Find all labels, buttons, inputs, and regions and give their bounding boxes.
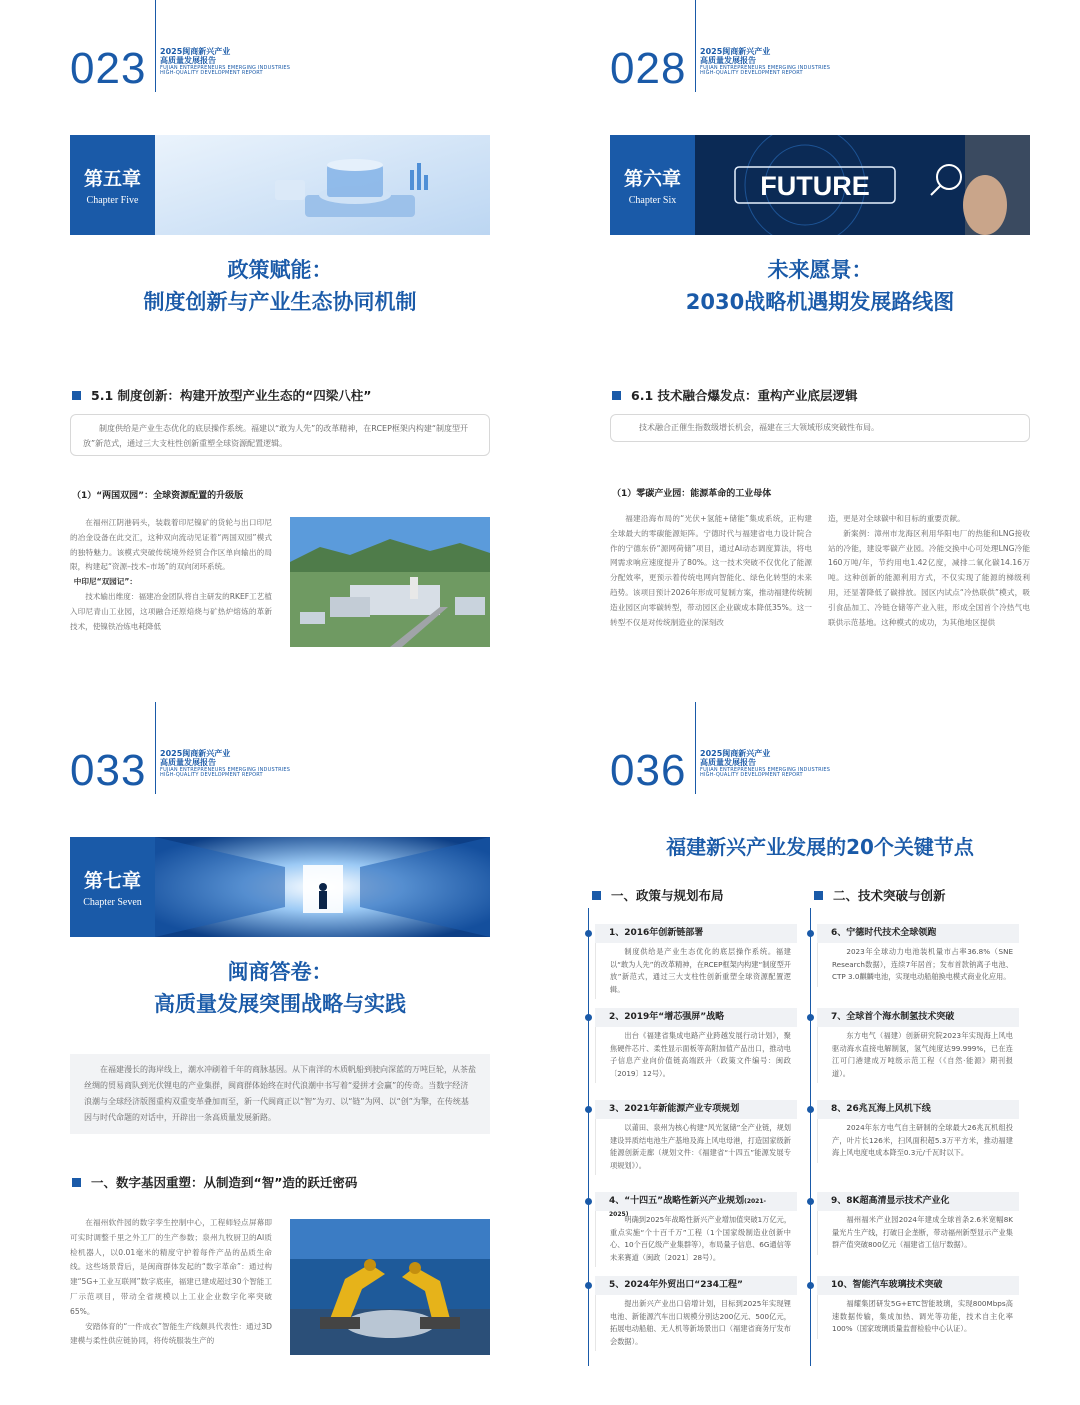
header-en-1: FUJIAN ENTREPRENEURS EMERGING INDUSTRIES — [160, 766, 291, 773]
chapter-cn: 第六章 — [623, 168, 681, 190]
chapter-en: Chapter Seven — [83, 897, 142, 908]
section-heading — [72, 386, 371, 404]
timeline-card — [595, 1100, 797, 1186]
right-column-heading — [814, 886, 946, 904]
header-title: 2025闽商新兴产业 — [700, 47, 771, 56]
header-title-2: 高质量发展报告 — [700, 757, 756, 767]
header-title: 2025闽商新兴产业 — [160, 749, 231, 758]
chapter-title-line1: 闽商答卷： — [227, 960, 333, 984]
header-title: 2025闽商新兴产业 — [700, 749, 771, 758]
section-square-icon — [592, 891, 601, 900]
banner-word: FUTURE — [760, 171, 870, 201]
timeline-card-title-text: 3、2021年新能源产业专项规划 — [609, 1104, 740, 1114]
report-header — [700, 750, 830, 779]
timeline-card — [817, 924, 1019, 1002]
timeline-dot — [807, 1198, 814, 1205]
body-text — [70, 516, 272, 634]
section-heading — [72, 1173, 357, 1191]
header-title: 2025闽商新兴产业 — [160, 47, 231, 56]
page-028 — [540, 0, 1080, 702]
chapter-label — [70, 135, 155, 235]
body-bold-label: 中印尼“双园记”： — [73, 577, 137, 587]
intro-box: 技术融合正催生指数级增长机会，福建在三大领域形成突破性布局。 — [610, 414, 1030, 442]
page-number: 033 — [70, 746, 147, 795]
timeline-card-title-text: 5、2024年外贸出口“234工程” — [609, 1280, 743, 1290]
header-divider — [155, 702, 156, 794]
industrial-park-photo — [290, 517, 490, 647]
timeline-dot — [585, 1198, 592, 1205]
timeline-card-title — [817, 1008, 1019, 1027]
chapter-banner — [610, 135, 1030, 235]
section-heading-text: 6.1 技术融合爆发点：重构产业底层逻辑 — [631, 388, 858, 403]
chapter-banner — [70, 135, 490, 235]
timeline-card — [595, 1008, 797, 1094]
timeline-card-title — [817, 1100, 1019, 1119]
chapter-title — [610, 255, 1030, 318]
report-header — [160, 48, 290, 77]
timeline-card-title-text: 4、“十四五”战略性新兴产业规划 — [609, 1196, 745, 1206]
body-paragraph: 在福州软件园的数字孪生控制中心，工程师轻点屏幕即可实时调整千里之外工厂的生产参数；泉州九牧厨卫的AI质检机器人，以0.01毫米的精度守护着每件产品的品质生命线。这些场景背后，是闽商群体发起的“数字革命”：通过构建“5G+工业互联网”数字底座，福建已建成超过30个智能工厂示范项目，带动全省规模以上工业企业数字化率突破65%。 — [70, 1218, 272, 1316]
body-text — [70, 1216, 272, 1349]
timeline-dot — [585, 1282, 592, 1289]
body-paragraph-2: 新案例：漳州市龙海区利用华阳电厂的热能和LNG接收站的冷能，建设零碳产业园。冷能交换中心可处理LNG冷能160万吨/年，节约用电1.42亿度，减排二氧化碳14.16万吨。这种创新的能源利用方式，不仅实现了能源的梯级利用，还显著降低了碳排放。园区内试点“冷热联供”模式，吸引食品加工、冷链仓储等产业入驻，形成全国首个冷热气电联供示范基地。这种模式的成功，为其他地区提供 — [828, 528, 1030, 627]
body-paragraph: 福建沿海布局的“光伏+氢能+储能”集成系统，正构建全球最大的零碳能源矩阵。宁德时代与福建省电力设计院合作的宁德东侨“源网荷储”项目，通过AI动态调度算法，将电网需求响应速度提升了80%。这一技术突破不仅优化了能源分配效率，更预示着传统电网向智能化、绿色化转型的未来趋势。该项目预计2026年形成可复制方案，推动福建传统制造业园区向零碳转型，带动园区企业碳成本降低35%。这一转型不仅是对传统制造业的深刻改 — [610, 514, 812, 627]
timeline-card-title-text: 8、26兆瓦海上风机下线 — [831, 1104, 931, 1114]
chapter-banner — [70, 837, 490, 937]
timeline-dot — [585, 1014, 592, 1021]
timeline-card — [595, 924, 797, 1002]
timeline-card-title — [817, 1192, 1019, 1211]
timeline-card-title-text: 2、2019年“增芯强屏”战略 — [609, 1012, 725, 1022]
header-title-2: 高质量发展报告 — [700, 55, 756, 65]
timeline-title: 福建新兴产业发展的20个关键节点 — [666, 835, 974, 859]
header-en-1: FUJIAN ENTREPRENEURS EMERGING INDUSTRIES — [700, 766, 831, 773]
header-en-1: FUJIAN ENTREPRENEURS EMERGING INDUSTRIES — [700, 64, 831, 71]
right-timeline-line — [810, 908, 811, 1366]
timeline-card-title-text: 1、2016年创新链部署 — [609, 928, 704, 938]
timeline-card-title-text: 6、宁德时代技术全球领跑 — [831, 928, 937, 938]
timeline-card-title — [595, 1100, 797, 1119]
timeline-card-title-text: 10、智能汽车玻璃技术突破 — [831, 1280, 943, 1290]
chapter-title-line1: 政策赋能： — [227, 258, 333, 282]
header-en-2: HIGH-QUALITY DEVELOPMENT REPORT — [160, 772, 263, 779]
timeline-card-text: 2024年东方电气自主研制的全球最大26兆瓦机组投产，叶片长126米，扫风面积超5.3万平方米，推动福建海上风电度电成本降至0.3元/千瓦时以下。 — [817, 1119, 1019, 1163]
header-en-1: FUJIAN ENTREPRENEURS EMERGING INDUSTRIES — [160, 64, 291, 71]
header-divider — [695, 702, 696, 794]
timeline-card-title — [595, 1276, 797, 1295]
timeline-card-text: 明确到2025年战略性新兴产业增加值突破1万亿元，重点实施“个十百千万”工程（1个国家级制造业创新中心、10个百亿级产业集群等），布局量子信息、6G通信等未来赛道（闽政〔2021〕28号）。 — [595, 1211, 797, 1267]
page-033 — [0, 702, 540, 1404]
timeline-card-title-text: 9、8K超高清显示技术产业化 — [831, 1196, 950, 1206]
body-paragraph: 造，更是对全球碳中和目标的重要贡献。 — [828, 514, 965, 523]
timeline-card — [595, 1192, 797, 1270]
timeline-card — [817, 1008, 1019, 1094]
chapter-title-line2: 高质量发展突围战略与实践 — [154, 991, 406, 1016]
section-heading-text: 5.1 制度创新：构建开放型产业生态的“四梁八柱” — [91, 388, 372, 403]
header-divider — [695, 0, 696, 92]
chapter-title-line2: 2030战略机遇期发展路线图 — [685, 289, 955, 314]
timeline-card — [817, 1100, 1019, 1186]
timeline-card-text: 制度供给是产业生态优化的底层操作系统。福建以“敢为人先”的改革精神，在RCEP框架内构建“制度型开放”新范式，通过三大支柱性创新重塑全球资源配置逻辑。 — [595, 943, 797, 999]
page-036 — [540, 702, 1080, 1404]
body-paragraph-2: 技术输出维度：福建冶金团队将自主研发的RKEF工艺植入印尼青山工业园，这项融合还原焙烧与矿热炉熔炼的革新技术，使镍铁冶炼电耗降低 — [70, 591, 272, 631]
header-en-2: HIGH-QUALITY DEVELOPMENT REPORT — [160, 70, 263, 77]
page-023 — [0, 0, 540, 702]
timeline-card-text: 提出新兴产业出口倍增计划，目标到2025年实现锂电池、新能源汽车出口规模分别达200亿元、500亿元，拓展电动船舶、无人机等新场景出口（福建省商务厅发布会数据）。 — [595, 1295, 797, 1351]
subheading: （1）“两国双园”：全球资源配置的升级版 — [72, 491, 244, 501]
timeline-card-text: 以莆田、泉州为核心构建“风光氢储”全产业链，规划建设异质结电池生产基地及海上风电母港，打造国家级新能源创新走廊（规划文件：《福建省“十四五”能源发展专项规划》）。 — [595, 1119, 797, 1175]
timeline-card-text: 2023年全球动力电池装机量市占率36.8%（SNE Research数据），连续7年居首；发布首款钠离子电池、CTP 3.0麒麟电池，实现电动船舶换电模式商业化应用。 — [817, 943, 1019, 987]
chapter-title-line2: 制度创新与产业生态协同机制 — [143, 289, 417, 314]
section-square-icon — [72, 391, 81, 400]
report-header — [700, 48, 830, 77]
left-column-heading — [592, 886, 724, 904]
report-header — [160, 750, 290, 779]
section-square-icon — [612, 391, 621, 400]
timeline-card-text: 福州福米产业园2024年建成全球首条2.6米宽幅8K量光片生产线，打破日企垄断，带动福州新型显示产业集群产值突破800亿元（福建省工信厅数据）。 — [817, 1211, 1019, 1255]
chapter-en: Chapter Five — [86, 195, 139, 206]
right-column-heading-text: 二、技术突破与创新 — [833, 888, 946, 903]
timeline-dot — [807, 1014, 814, 1021]
banner-image — [695, 135, 1030, 235]
timeline-card-title — [595, 924, 797, 943]
body-paragraph-2: 安踏体育的“一件成衣”智能生产线颇具代表性：通过3D建模与柔性供应链协同，将传统服装生产的 — [70, 1321, 272, 1346]
page-number: 023 — [70, 44, 147, 93]
timeline-dot — [807, 930, 814, 937]
section-square-icon — [814, 891, 823, 900]
body-column-1 — [610, 512, 812, 630]
chapter-en: Chapter Six — [628, 195, 677, 206]
page-number: 028 — [610, 44, 687, 93]
intro-box: 制度供给是产业生态优化的底层操作系统。福建以“敢为人先”的改革精神，在RCEP框架内构建“制度型开放”新范式，通过三大支柱性创新重塑全球资源配置逻辑。 — [70, 414, 490, 456]
section-heading-text: 一、数字基因重塑：从制造到“智”造的跃迁密码 — [91, 1175, 358, 1190]
body-column-2 — [828, 512, 1030, 630]
chapter-label — [70, 837, 155, 937]
timeline-card-title — [595, 1008, 797, 1027]
chapter-title-line1: 未来愿景： — [767, 258, 873, 282]
timeline-card-text: 福耀集团研发5G+ETC智能玻璃，实现800Mbps高速数据传输，集成加热、调光等功能，技术自主化率100%（国家玻璃质量监督检验中心认证）。 — [817, 1295, 1019, 1339]
timeline-card-title — [817, 1276, 1019, 1295]
page-number: 036 — [610, 746, 687, 795]
timeline-card-title — [595, 1192, 797, 1218]
body-paragraph: 在福州江阴港码头，装载着印尼镍矿的货轮与出口印尼的冶金设备在此交汇，这种双向流动见证着“两国双园”模式的独特魅力。该模式突破传统境外经贸合作区单向输出的局限，构建起“资源–技术–市场”的双向闭环系统。 — [70, 518, 272, 572]
banner-image — [155, 135, 490, 235]
chapter-title — [70, 255, 490, 318]
header-en-2: HIGH-QUALITY DEVELOPMENT REPORT — [700, 772, 803, 779]
timeline-dot — [585, 1106, 592, 1113]
subheading: （1）零碳产业园：能源革命的工业母体 — [612, 489, 772, 499]
timeline-card — [817, 1276, 1019, 1356]
banner-image — [155, 837, 490, 937]
timeline-card-text: 东方电气（福建）创新研究院2023年实现海上风电驱动海水直接电解制氢，氢气纯度达99.999%，已在连江可门港建成万吨级示范工程（《自然·能源》期刊报道）。 — [817, 1027, 1019, 1083]
header-title-2: 高质量发展报告 — [160, 55, 216, 65]
robot-arm-photo — [290, 1219, 490, 1355]
left-timeline-line — [588, 908, 589, 1366]
intro-box: 在福建漫长的海岸线上，潮水冲刷着千年的商脉基因。从下南洋的木质帆船到驶向深蓝的万吨巨轮，从茶盐丝绸的贸易商队到光伏锂电的产业集群，闽商群体始终在时代浪潮中书写着“爱拼才会赢”的传奇。当数字经济浪潮与全球经济版图重构双重变革叠加而至，新一代闽商正以“智”为刃、以“链”为网、以“创”为擎，在传统基因与时代命题的对话中，开辟出一条高质量发展新路。 — [70, 1054, 490, 1134]
timeline-dot — [807, 1282, 814, 1289]
section-heading — [612, 386, 858, 404]
timeline-card-text: 出台《福建省集成电路产业跨越发展行动计划》，聚焦硬件芯片、柔性显示面板等高附加值产品出口，推动电子信息产业向价值链高端跃升（政策文件编号：闽政〔2019〕12号）。 — [595, 1027, 797, 1083]
chapter-cn: 第五章 — [83, 168, 141, 190]
chapter-label — [610, 135, 695, 235]
timeline-card-title-note: (2021-2025) — [609, 1198, 767, 1218]
section-square-icon — [72, 1178, 81, 1187]
timeline-dot — [807, 1106, 814, 1113]
header-divider — [155, 0, 156, 92]
header-title-2: 高质量发展报告 — [160, 757, 216, 767]
chapter-title — [70, 957, 490, 1020]
chapter-cn: 第七章 — [83, 870, 141, 892]
header-en-2: HIGH-QUALITY DEVELOPMENT REPORT — [700, 70, 803, 77]
timeline-card — [817, 1192, 1019, 1270]
timeline-card-title-text: 7、全球首个海水制氢技术突破 — [831, 1012, 955, 1022]
timeline-card — [595, 1276, 797, 1356]
timeline-card-title — [817, 924, 1019, 943]
timeline-dot — [585, 930, 592, 937]
left-column-heading-text: 一、政策与规划布局 — [611, 888, 724, 903]
